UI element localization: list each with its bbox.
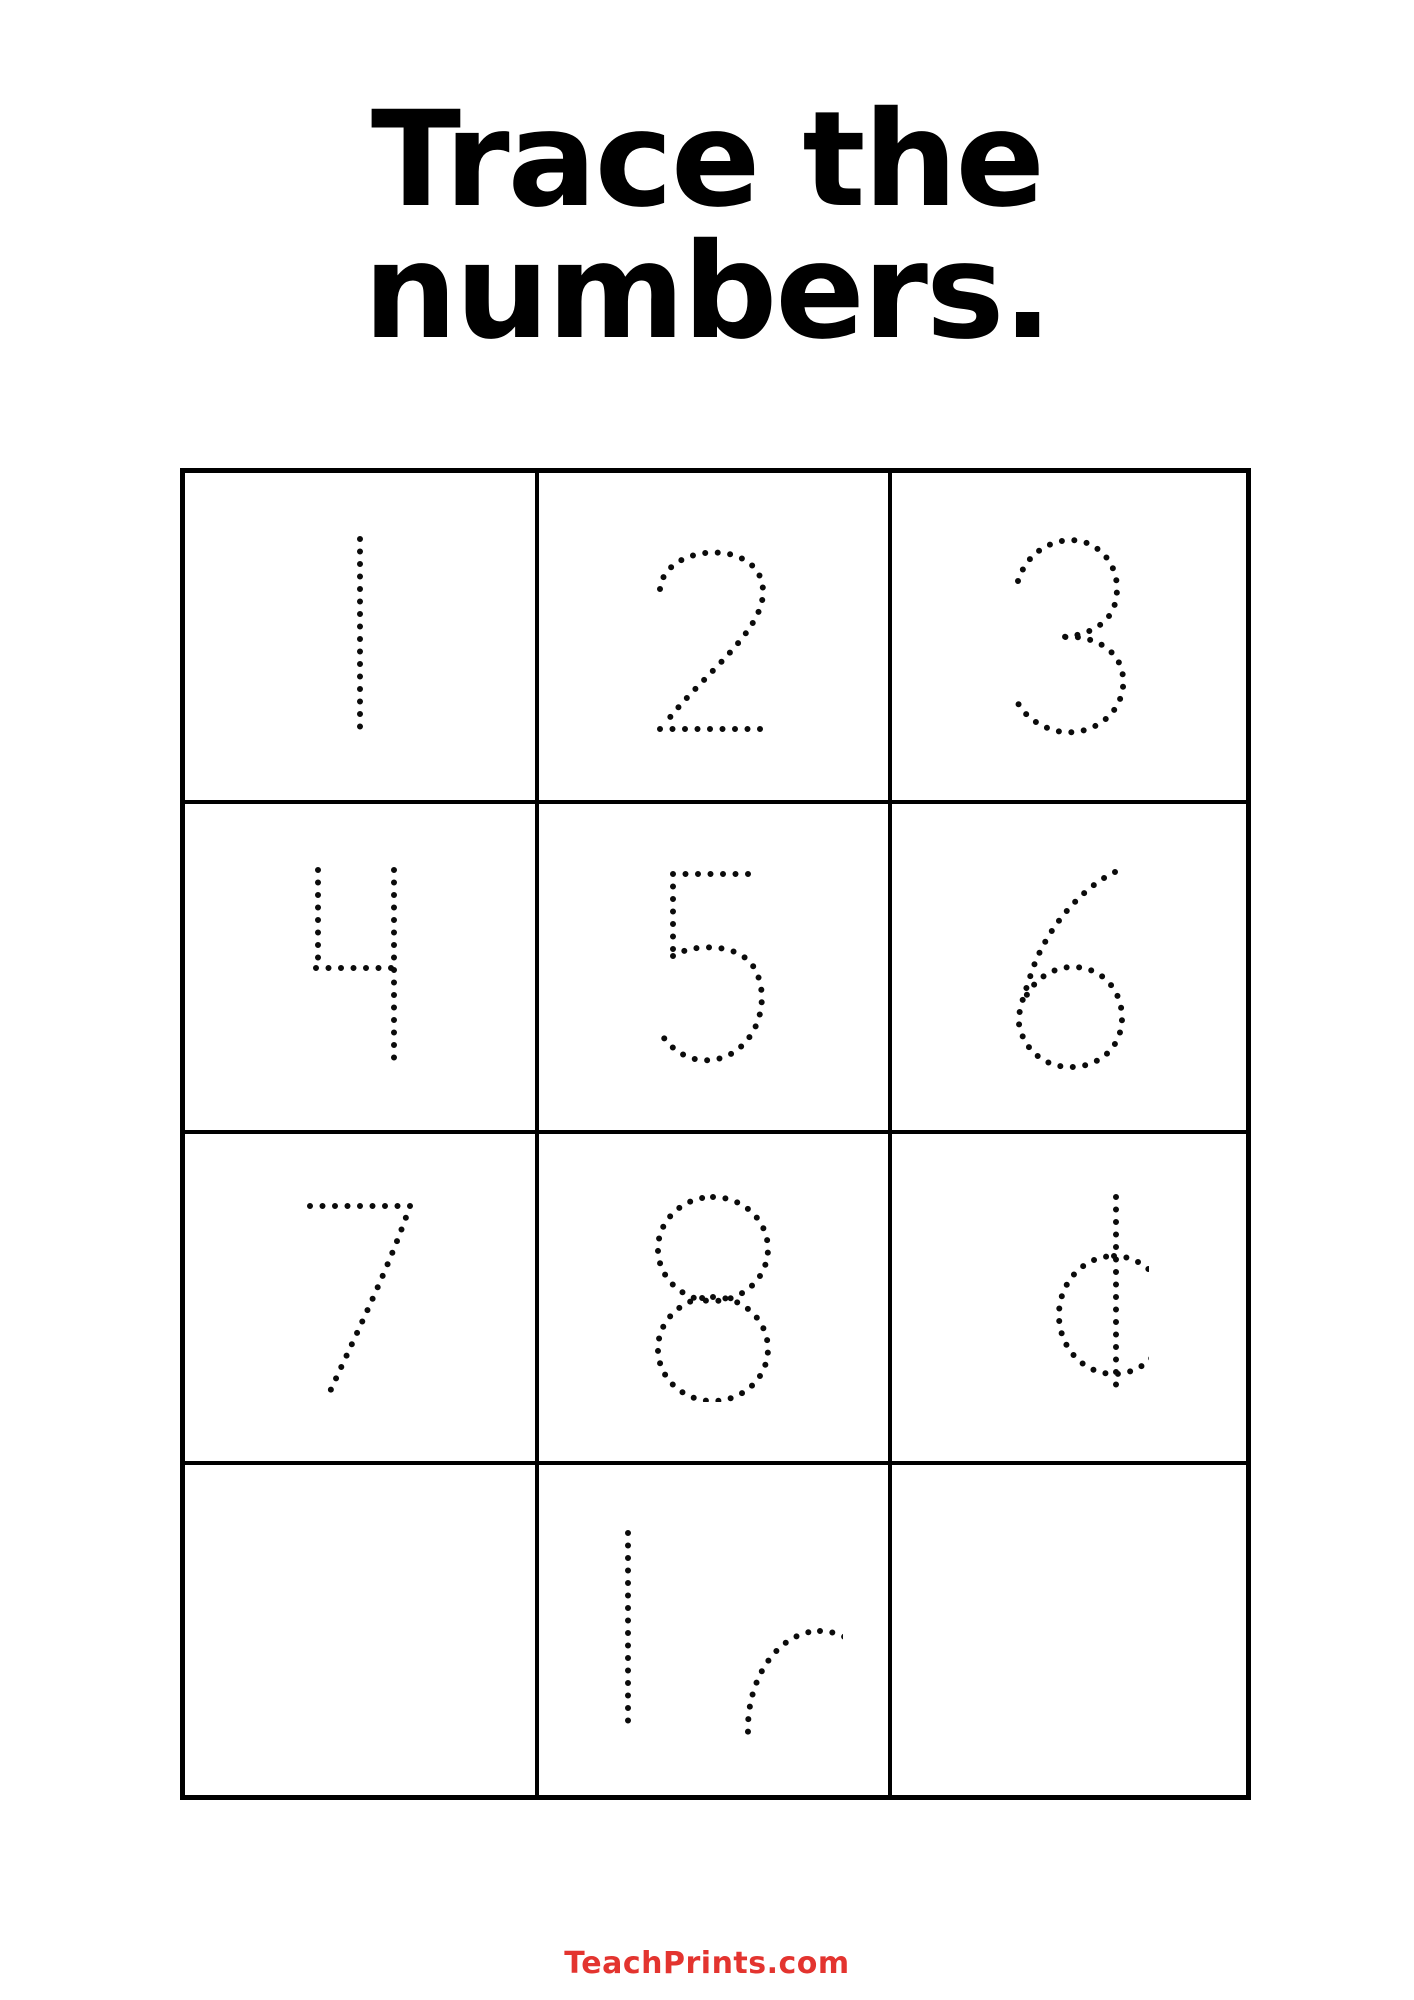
- trace-digit-8: [633, 1192, 793, 1402]
- grid-cell-9: [892, 1134, 1246, 1465]
- grid-cell-3: [892, 473, 1246, 804]
- footer-brand: TeachPrints.com: [564, 1946, 850, 1981]
- grid-cell-5: [539, 804, 893, 1135]
- trace-grid: [180, 468, 1251, 1800]
- trace-digit-5: [633, 862, 793, 1072]
- title-line-2: numbers.: [363, 215, 1051, 369]
- page-title: [0, 83, 1414, 369]
- trace-digit-1: [280, 531, 440, 741]
- grid-cell-empty: [892, 1465, 1246, 1796]
- grid-cell-8: [539, 1134, 893, 1465]
- trace-digit-7: [280, 1192, 440, 1402]
- trace-digit-9: [989, 1192, 1149, 1402]
- trace-digit-10: [583, 1525, 843, 1735]
- title-line-1: Trace the: [370, 83, 1044, 237]
- grid-cell-1: [185, 473, 539, 804]
- trace-digit-6: [989, 862, 1149, 1072]
- grid-cell-empty: [185, 1465, 539, 1796]
- grid-cell-6: [892, 804, 1246, 1135]
- grid-cell-4: [185, 804, 539, 1135]
- grid-cell-7: [185, 1134, 539, 1465]
- trace-digit-3: [989, 531, 1149, 741]
- trace-digit-4: [280, 862, 440, 1072]
- trace-digit-2: [633, 531, 793, 741]
- grid-cell-10: [539, 1465, 893, 1796]
- grid-cell-2: [539, 473, 893, 804]
